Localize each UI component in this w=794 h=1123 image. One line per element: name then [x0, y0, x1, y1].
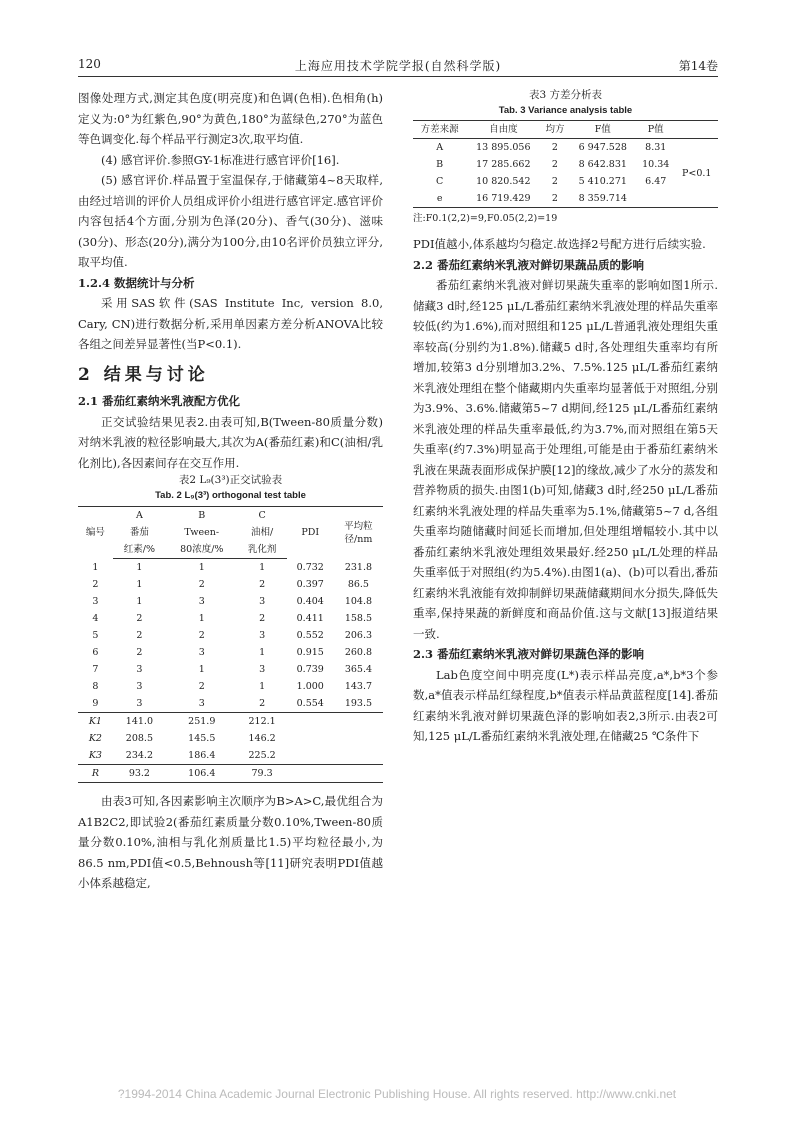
section-heading: 2.1 番茄红素纳米乳液配方优化 — [78, 394, 241, 408]
table-cell: 1 — [92, 561, 99, 573]
table-row — [78, 593, 383, 610]
table-cell: 3 — [259, 596, 266, 607]
table-cell: 3 — [198, 698, 205, 709]
table-cell: 8 642.831 — [578, 159, 627, 170]
table-cell: R — [91, 768, 99, 779]
table-cell: 0.739 — [296, 664, 324, 675]
table-cell: 6 947.528 — [578, 142, 627, 153]
table-header: 80浓度/% — [166, 541, 238, 559]
p-value-cell: P<0.1 — [682, 167, 712, 179]
table-header: P值 — [647, 124, 664, 135]
table-cell: 3 — [259, 630, 266, 641]
table-cell — [636, 190, 676, 208]
table-cell: 106.4 — [188, 768, 216, 779]
table-cell: 3 — [198, 596, 205, 607]
table-cell: 8 — [92, 681, 99, 692]
table-header: 编号 — [85, 527, 105, 539]
table-cell: 231.8 — [344, 561, 373, 573]
table-header: 红素/% — [113, 541, 166, 559]
table-row — [78, 678, 383, 695]
table-note: 注:F0.1(2,2)=9,F0.05(2,2)=19 — [413, 213, 558, 224]
table-row — [78, 713, 383, 731]
table-row — [78, 627, 383, 644]
page-header — [78, 52, 718, 77]
table-cell: 6 — [92, 647, 99, 658]
table-cell: 4 — [92, 613, 99, 624]
table-cell: 0.915 — [296, 647, 324, 658]
table-row — [413, 156, 718, 173]
table-header: 方差来源 — [420, 124, 459, 135]
table-cell: 2 — [551, 142, 558, 153]
table-cell: 0.554 — [296, 698, 324, 709]
table-cell: 143.7 — [344, 681, 373, 692]
table-cell: 3 — [136, 681, 143, 692]
table-cell: 0.732 — [296, 561, 324, 573]
table-cell: 0.404 — [296, 596, 324, 607]
table-header: B — [198, 510, 206, 521]
table-cell: B — [436, 159, 444, 170]
variance-table — [413, 120, 718, 208]
paragraph: PDI值越小,体系越均匀稳定.故选择2号配方进行后续实验. — [413, 237, 706, 251]
table-header: C — [258, 510, 266, 521]
table-cell: 2 — [136, 630, 143, 641]
table-row — [78, 610, 383, 627]
table-cell: 2 — [259, 698, 266, 709]
table-header: 乳化剂 — [238, 541, 287, 559]
table-cell: 206.3 — [344, 630, 373, 641]
table-cell: e — [436, 193, 443, 204]
table-cell: 2 — [551, 159, 558, 170]
table-cell: 1 — [198, 613, 205, 624]
table-cell: 9 — [92, 698, 99, 709]
table-cell: 2 — [551, 193, 558, 204]
table-cell: 2 — [198, 630, 205, 641]
paragraph: 由表3可知,各因素影响主次顺序为B>A>C,最优组合为A1B2C2,即试验2(番茄红素质量分数0.10%,Tween-80质量分数0.10%,油相与乳化剂质量比1.5)平均粒径最小,为86.5 nm,PDI值<0.5,Behnoush等[11]研究表明PDI值越小体系越稳定, — [78, 794, 383, 890]
table-cell: 251.9 — [188, 716, 216, 727]
table-header: Tween- — [184, 527, 220, 538]
table-row — [413, 173, 718, 190]
section-heading: 2 结果与讨论 — [78, 364, 209, 385]
paragraph: 图像处理方式,测定其色度(明亮度)和色调(色相).色相角(h)定义为:0°为红紫色,90°为黄色,180°为蓝绿色,270°为蓝色等色调变化.每个样品平行测定3次,取平均值. — [78, 91, 383, 146]
table-row — [413, 139, 718, 157]
section-heading: 2.3 番茄红素纳米乳液对鲜切果蔬色泽的影响 — [413, 647, 645, 661]
table-cell: 186.4 — [188, 750, 216, 761]
table-cell: C — [436, 176, 444, 187]
journal-title: 上海应用技术学院学报(自然科学版) — [294, 59, 502, 73]
table-cell: 225.2 — [248, 750, 276, 761]
table-row — [78, 559, 383, 577]
table-cell: K3 — [88, 750, 102, 761]
page-number: 120 — [78, 57, 101, 71]
paragraph: Lab色度空间中明亮度(L*)表示样品亮度,a*,b*3个参数,a*值表示样品红绿程度,b*值表示样品黄蓝程度[14].番茄红素纳米乳液对鲜切果蔬色泽的影响如表2,3所示.由表2可知,125 μL/L番茄红素纳米乳液处理,在储藏25 ℃条件下 — [413, 667, 718, 743]
table-cell: 2 — [259, 613, 266, 624]
table-cell: 365.4 — [344, 664, 373, 675]
table-cell: 3 — [136, 698, 143, 709]
table-cell: 1 — [259, 647, 266, 658]
table-header: 自由度 — [489, 124, 518, 135]
table-cell: 1 — [259, 681, 266, 692]
paragraph: 正交试验结果见表2.由表可知,B(Tween-80质量分数)对纳米乳液的粒径影响最大,其次为A(番茄红素)和C(油相/乳化剂比),各因素间存在交互作用. — [78, 414, 383, 470]
table-cell: 16 719.429 — [476, 193, 531, 204]
table-cell: 193.5 — [344, 698, 373, 709]
table-cell: 1.000 — [296, 681, 324, 692]
table-cell: K2 — [88, 733, 102, 744]
table-cell: 8 359.714 — [578, 193, 627, 204]
paragraph: 番茄红素纳米乳液对鲜切果蔬失重率的影响如图1所示.储藏3 d时,经125 μL/L番茄红素纳米乳液处理的样品失重率较低(约为1.6%),而对照组和125 μL/L普通乳液处理组失重率较高(分别约为1.8%).储藏5 d时,各处理组失重率均有所增加,较第3 d分别增加3.2%、7.5%.125 μL/L番茄红素纳米乳液处理组在整个储藏期内失重率均显著低于对照组,分别为3.9%、3.6%.储藏第5~7 d期间,经125 μL/L番茄红素纳米乳液处理的样品失重率最低,约为3.7%,而对照组在第5天失重率(约7.3%)明显高于处理组,可能是由于番茄红素纳米乳液在果蔬表面形成保护膜[12]的缘故,减少了水分的蒸发和营养物质的损失.由图1(b)可知,储藏3 d时,经250 μL/L番茄红素纳米乳液处理的样品失重率为5.1%,储藏第5~7 d,各组失重率均随储藏时间延长而增加,但处理组增幅较小.其中以番茄红素纳米乳液处理组效果最好.经250 μL/L处理的样品失重率低于对照组(约为5.4%).由图1(a)、(b)可以看出,番茄红素纳米乳液能有效抑制鲜切果蔬储藏期间水分损失,降低失重率,保持果蔬的新鲜度和商品价值.这与文献[13]报道结果一致. — [413, 278, 718, 641]
table-cell: 3 — [136, 664, 143, 675]
table-header: 平均粒 径/nm — [344, 520, 373, 545]
table-cell: 0.411 — [296, 613, 324, 624]
table-cell: 158.5 — [344, 613, 373, 624]
section-heading: 1.2.4 数据统计与分析 — [78, 275, 195, 290]
table-cell: 212.1 — [248, 716, 276, 727]
table-cell: 1 — [136, 562, 143, 573]
table-cell: 13 895.056 — [476, 142, 531, 153]
right-column — [413, 88, 718, 747]
table-row — [78, 644, 383, 661]
table-cell: A — [436, 142, 444, 153]
table-row — [78, 747, 383, 765]
table-cell: 145.5 — [188, 733, 216, 744]
table-row — [413, 190, 718, 208]
paragraph: 采用SAS软件(SAS Institute Inc, version 8.0, Cary, CN)进行数据分析,采用单因素方差分析ANOVA比较各组之间差异显著性(当P<0.1). — [78, 296, 383, 351]
table-cell: 104.8 — [344, 596, 373, 607]
table-cell: 208.5 — [125, 733, 153, 744]
table-row — [78, 695, 383, 713]
table-cell: 141.0 — [125, 716, 153, 727]
table-cell: 1 — [136, 596, 143, 607]
paragraph: (5) 感官评价.样品置于室温保存,于储藏第4~8天取样,由经过培训的评价人员组成评价小组进行感官评定.感官评价内容包括4个方面,分别为色泽(20分)、香气(30分)、滋味(30分)、形态(20分),满分为100分,由10名评价员独立评分,取平均值. — [78, 173, 383, 269]
table-cell: 10 820.542 — [476, 176, 531, 187]
table-row — [78, 730, 383, 747]
table-row — [78, 661, 383, 678]
table-caption-en: Tab. 3 Variance analysis table — [498, 105, 633, 116]
table-cell: 5 — [92, 630, 99, 641]
table-cell: 5 410.271 — [578, 176, 627, 187]
table-cell: 3 — [198, 647, 205, 658]
table-cell: 234.2 — [125, 750, 153, 761]
table-cell: 2 — [551, 176, 558, 187]
table-cell: K1 — [88, 716, 102, 727]
table-cell: 10.34 — [642, 159, 670, 170]
table-caption: 表2 L₉(3³)正交试验表 — [178, 474, 283, 486]
table-cell: 260.8 — [344, 647, 373, 658]
table-cell: 1 — [198, 664, 205, 675]
table-row — [78, 765, 383, 783]
table-cell: 86.5 — [347, 579, 369, 590]
volume-label: 第14卷 — [678, 59, 718, 73]
paragraph: (4) 感官评价.参照GY-1标准进行感官评价[16]. — [101, 152, 340, 167]
table-caption: 表3 方差分析表 — [528, 89, 603, 101]
table-cell: 2 — [136, 613, 143, 624]
table-row — [78, 576, 383, 593]
table-cell: 6.47 — [645, 176, 667, 187]
table-header: F值 — [594, 124, 611, 135]
table-cell: 2 — [198, 579, 205, 590]
table-cell: 2 — [136, 647, 143, 658]
table-header: A — [135, 510, 143, 521]
table-cell: 8.31 — [645, 142, 667, 153]
table-header: PDI — [301, 527, 320, 539]
table-caption-en: Tab. 2 L₉(3³) orthogonal test table — [155, 490, 306, 501]
table-cell: 1 — [198, 562, 205, 573]
table-cell: 146.2 — [248, 733, 276, 744]
table-cell: 3 — [259, 664, 266, 675]
table-header: 均方 — [545, 124, 565, 135]
section-heading: 2.2 番茄红素纳米乳液对鲜切果蔬品质的影响 — [413, 257, 645, 272]
table-cell: 0.552 — [296, 630, 324, 641]
table-cell: 93.2 — [128, 768, 150, 779]
table-cell: 7 — [92, 664, 99, 675]
orthogonal-table — [78, 506, 383, 783]
table-cell: 1 — [136, 579, 143, 590]
table-header: 油相/ — [251, 527, 274, 538]
copyright-footer: ?1994-2014 China Academic Journal Electronic Publishing House. All rights reserved. http://www.cnki.net — [117, 1087, 677, 1101]
table-cell: 2 — [198, 681, 205, 692]
table-cell: 17 285.662 — [476, 159, 531, 170]
table-cell: 3 — [92, 596, 99, 607]
table-cell: 0.397 — [296, 579, 324, 590]
table-cell: 79.3 — [251, 768, 273, 779]
table-cell: 2 — [259, 579, 266, 590]
table-cell: 1 — [259, 562, 266, 573]
table-cell: 2 — [92, 579, 99, 590]
left-column — [78, 88, 383, 894]
table-header: 番茄 — [129, 527, 149, 538]
